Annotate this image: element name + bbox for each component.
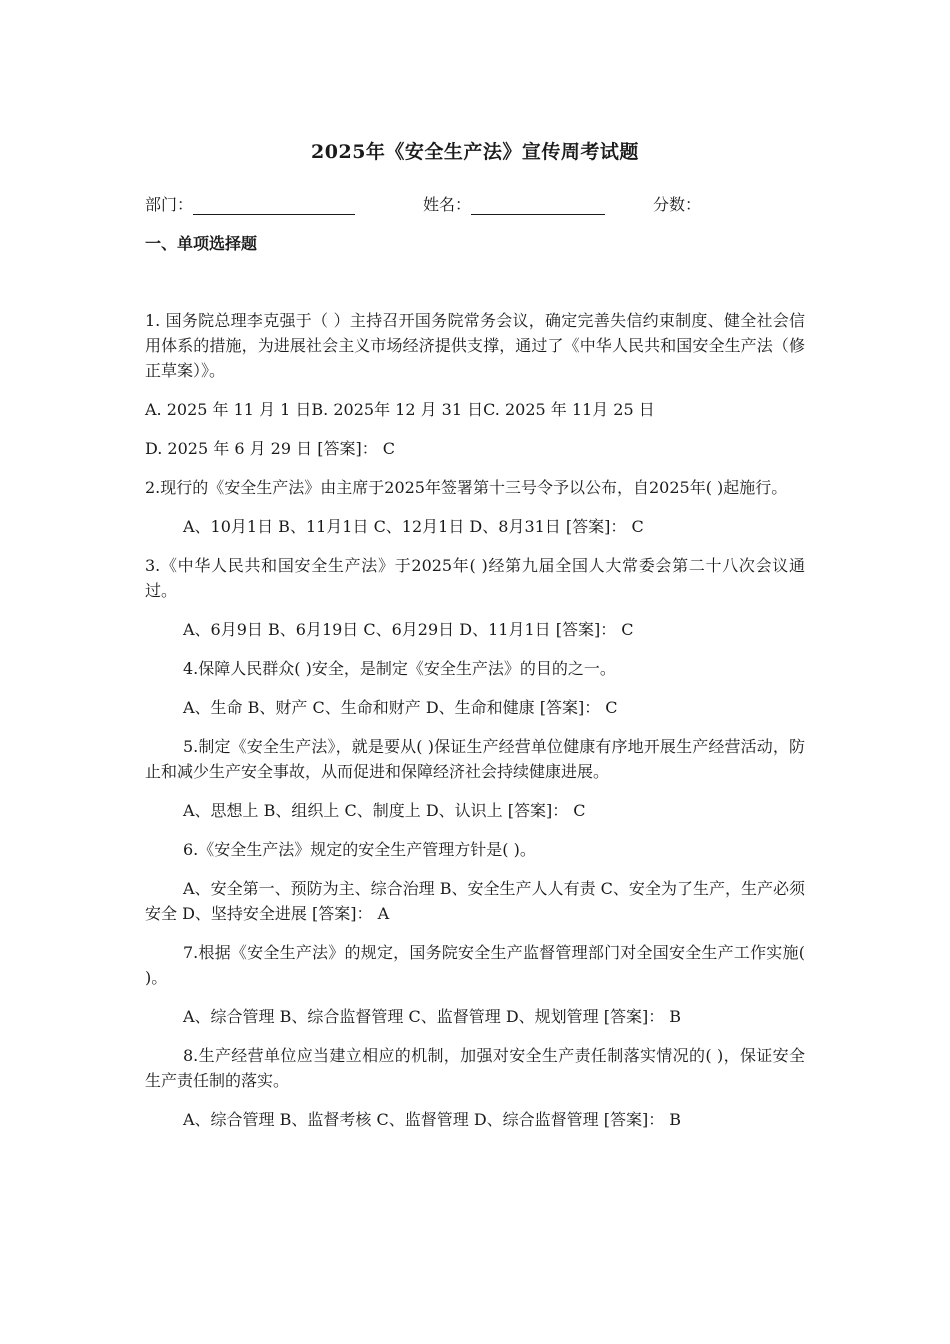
question-4-options: A、生命 B、财产 C、生命和财产 D、生命和健康 [答案]： C <box>183 698 618 717</box>
question-3: 3.《中华人民共和国安全生产法》于2025年( )经第九届全国人大常委会第二十八次会议通过。 <box>145 556 805 600</box>
question-1-options-abc: A. 2025 年 11 月 1 日B. 2025年 12 月 31 日C. 2025 年 11月 25 日 <box>145 400 655 419</box>
question-8-options: A、综合管理 B、监督考核 C、监督管理 D、综合监督管理 [答案]： B <box>183 1110 682 1129</box>
question-5-options: A、思想上 B、组织上 C、制度上 D、认识上 [答案]： C <box>183 801 586 820</box>
question-7-options: A、综合管理 B、综合监督管理 C、监督管理 D、规划管理 [答案]： B <box>183 1007 682 1026</box>
question-8: 8.生产经营单位应当建立相应的机制，加强对安全生产责任制落实情况的( )，保证安全生产责任制的落实。 <box>145 1046 805 1090</box>
question-2-options: A、10月1日 B、11月1日 C、12月1日 D、8月31日 [答案]： C <box>183 517 644 536</box>
name-blank <box>471 196 605 215</box>
question-7: 7.根据《安全生产法》的规定，国务院安全生产监督管理部门对全国安全生产工作实施( )。 <box>145 943 805 987</box>
question-6: 6.《安全生产法》规定的安全生产管理方针是( )。 <box>183 840 536 859</box>
name-field <box>423 192 605 215</box>
section-heading: 一、单项选择题 <box>145 234 258 253</box>
question-4: 4.保障人民群众( )安全，是制定《安全生产法》的目的之一。 <box>183 659 616 678</box>
score-field <box>653 192 701 215</box>
question-2: 2.现行的《安全生产法》由主席于2025年签署第十三号令予以公布，自2025年( )起施行。 <box>145 478 788 497</box>
department-field <box>145 192 355 215</box>
question-1: 1. 国务院总理李克强于（ ）主持召开国务院常务会议，确定完善失信约束制度、健全社会信用体系的措施，为进展社会主义市场经济提供支撑，通过了《中华人民共和国安全生产法（修正草案）》。 <box>145 311 805 380</box>
question-6-options: A、安全第一、预防为主、综合治理 B、安全生产人人有责 C、安全为了生产，生产必须安全 D、坚持安全进展 [答案]： A <box>145 879 805 923</box>
department-blank <box>193 196 355 215</box>
question-1-option-d-answer: D. 2025 年 6 月 29 日 [答案]： C <box>145 439 396 458</box>
question-list <box>145 308 805 1146</box>
name-label: 姓名： <box>423 195 472 214</box>
question-5: 5.制定《安全生产法》，就是要从( )保证生产经营单位健康有序地开展生产经营活动，防止和减少生产安全事故，从而促进和保障经济社会持续健康进展。 <box>145 737 805 781</box>
department-label: 部门： <box>145 195 194 214</box>
question-3-options: A、6月9日 B、6月19日 C、6月29日 D、11月1日 [答案]： C <box>183 620 634 639</box>
document-title: 2025年《安全生产法》宣传周考试题 <box>311 141 639 163</box>
score-label: 分数： <box>653 195 702 214</box>
info-row <box>145 192 825 216</box>
